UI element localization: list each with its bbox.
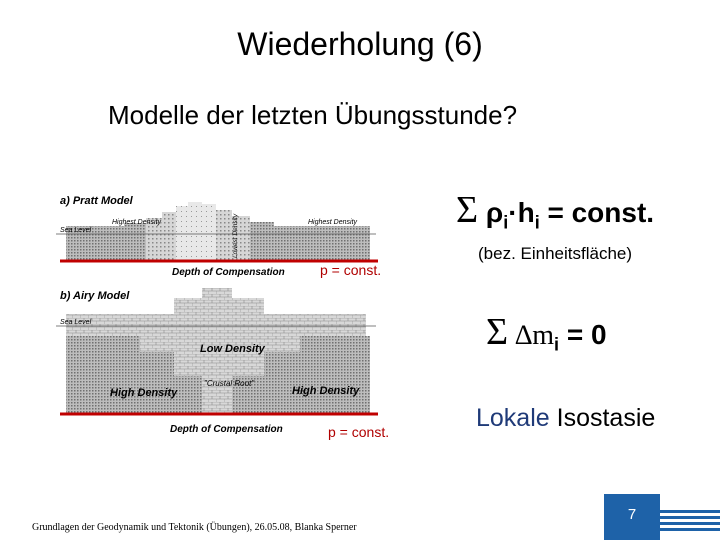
pratt-lowest-label: Lowest Density [232, 213, 239, 258]
airy-crust-block [202, 288, 232, 298]
delta-m-symbol: ∆m [508, 320, 555, 351]
lokale-word: Lokale [476, 404, 550, 432]
rho-symbol: ρ [478, 197, 504, 228]
airy-high-density-right-label: High Density [292, 385, 360, 397]
decorative-stripes-icon [660, 508, 720, 532]
subscript-i: i [534, 212, 540, 233]
airy-crust-block [174, 298, 264, 314]
airy-mantle [264, 352, 300, 414]
isostasy-diagram [56, 186, 386, 446]
isostasie-word: Isostasie [549, 404, 656, 432]
slide-subtitle: Modelle der letzten Übungsstunde? [108, 100, 518, 130]
slide-title: Wiederholung (6) [237, 26, 483, 62]
formula-note: (bez. Einheitsfläche) [478, 244, 633, 263]
pratt-column [124, 223, 146, 261]
pratt-formula [456, 188, 654, 234]
airy-heading: b) Airy Model [60, 290, 130, 302]
page-number: 7 [604, 494, 660, 540]
airy-p-const-label: p = const. [328, 424, 390, 440]
airy-crustal-root-label: "Crustal Root" [204, 379, 255, 388]
airy-high-density-left-label: High Density [110, 387, 178, 399]
pratt-column [162, 212, 176, 261]
formula-rest: = const. [539, 197, 655, 228]
pratt-column [176, 206, 188, 261]
airy-sea-level-label: Sea Level [60, 319, 92, 326]
pratt-column [216, 210, 232, 261]
airy-mantle [66, 336, 140, 414]
airy-low-density-label: Low Density [200, 343, 265, 355]
airy-mantle [174, 376, 202, 414]
pratt-column [202, 204, 216, 261]
pratt-p-const-label: p = const. [320, 262, 382, 278]
pratt-heading: a) Pratt Model [60, 195, 133, 207]
pratt-column [274, 226, 370, 261]
airy-formula [486, 310, 607, 356]
conclusion-text [476, 404, 655, 433]
pratt-column [188, 202, 202, 261]
slide-footer: Grundlagen der Geodynamik und Tektonik (Übungen), 26.05.08, Blanka Sperner [32, 522, 357, 533]
airy-compensation-label: Depth of Compensation [170, 424, 283, 435]
pratt-column [250, 222, 274, 261]
pratt-sea-level-label: Sea Level [60, 227, 92, 234]
airy-crust-block [174, 352, 264, 376]
pratt-highest-left-label: Highest Density [112, 219, 162, 226]
subscript-i: i [503, 212, 509, 233]
pratt-compensation-label: Depth of Compensation [172, 267, 285, 278]
sigma-symbol: Σ [486, 311, 509, 353]
airy-mantle [300, 336, 370, 414]
airy-crust-block [66, 314, 366, 336]
h-symbol: ·h [508, 197, 535, 228]
pratt-highest-right-label: Highest Density [308, 219, 358, 226]
airy-mantle [140, 352, 174, 414]
sigma-symbol: Σ [456, 189, 479, 231]
subscript-i: i [554, 334, 560, 355]
formula-rest: = 0 [559, 319, 607, 350]
airy-model [56, 288, 378, 435]
